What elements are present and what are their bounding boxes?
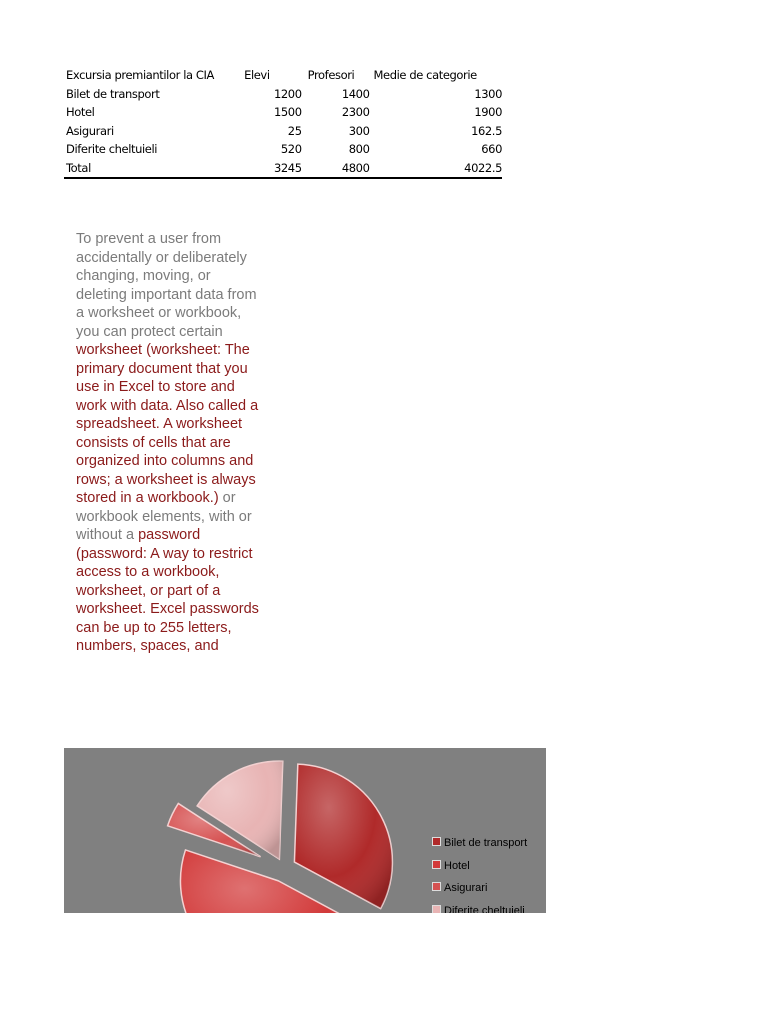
row-label: Hotel	[66, 105, 95, 120]
pie-slice-highlight	[294, 764, 392, 908]
row-label: Asigurari	[66, 123, 114, 138]
row-label: Total	[64, 159, 242, 179]
table-cell: 1400	[341, 86, 370, 101]
column-header: Elevi	[244, 68, 270, 83]
table-cell: 660	[481, 142, 502, 157]
legend-label: Bilet de transport	[444, 837, 528, 849]
legend-item	[432, 904, 527, 914]
expense-table	[64, 66, 502, 179]
column-header: Excursia premiantilor la CIA	[66, 68, 214, 83]
legend-swatch	[432, 860, 441, 869]
pie-chart[interactable]	[64, 748, 546, 913]
help-text-intro: To prevent a user from accidentally or deliberately changing, moving, or deleting important data from a worksheet or workbook, you can protect certain	[76, 231, 257, 340]
table-row	[64, 159, 502, 179]
table-cell: 25	[287, 123, 302, 138]
password-definition[interactable]: password (password: A way to restrict access to a workbook, worksheet, or part of a worksheet. Excel passwords can be up to 255 letters, numbers, spaces, and	[76, 527, 259, 654]
table-cell: 3245	[242, 159, 302, 179]
help-text-box	[76, 230, 262, 733]
chart-legend	[432, 836, 527, 913]
column-header: Profesori	[307, 68, 355, 83]
table-cell: 800	[348, 142, 370, 157]
legend-label: Hotel	[444, 859, 470, 872]
row-label: Diferite cheltuieli	[66, 142, 158, 157]
column-header: Medie de categorie	[373, 68, 477, 83]
table-row	[64, 103, 502, 122]
table-row	[64, 140, 502, 159]
legend-item	[432, 859, 527, 882]
table-cell: 2300	[341, 105, 370, 120]
table-cell: 162.5	[471, 123, 502, 138]
table-cell: 1900	[474, 105, 502, 120]
row-label: Bilet de transport	[66, 86, 160, 101]
worksheet-definition[interactable]: worksheet (worksheet: The primary document that you use in Excel to store and work with data. Also called a spreadsheet. A worksheet consists of cells that are organized into columns and rows; a worksheet is always stored in a workbook.)	[76, 342, 259, 506]
help-text-middle: or workbook elements, with or without a	[76, 490, 252, 543]
table-cell: 4022.5	[370, 159, 503, 179]
table-cell: 1500	[273, 105, 302, 120]
legend-item	[432, 836, 527, 859]
table-cell: 1300	[474, 86, 502, 101]
legend-swatch	[432, 882, 441, 891]
table-cell: 520	[280, 142, 302, 157]
table-row	[64, 85, 502, 104]
table-cell: 1200	[273, 86, 302, 101]
legend-swatch	[432, 837, 441, 846]
legend-label: Diferite cheltuieli	[444, 904, 525, 913]
legend-swatch	[432, 905, 441, 914]
table-cell: 300	[348, 123, 370, 138]
table-header-row	[64, 66, 502, 85]
table-row	[64, 122, 502, 141]
legend-item	[432, 881, 527, 904]
legend-label: Asigurari	[444, 882, 488, 894]
table-cell: 4800	[302, 159, 370, 179]
